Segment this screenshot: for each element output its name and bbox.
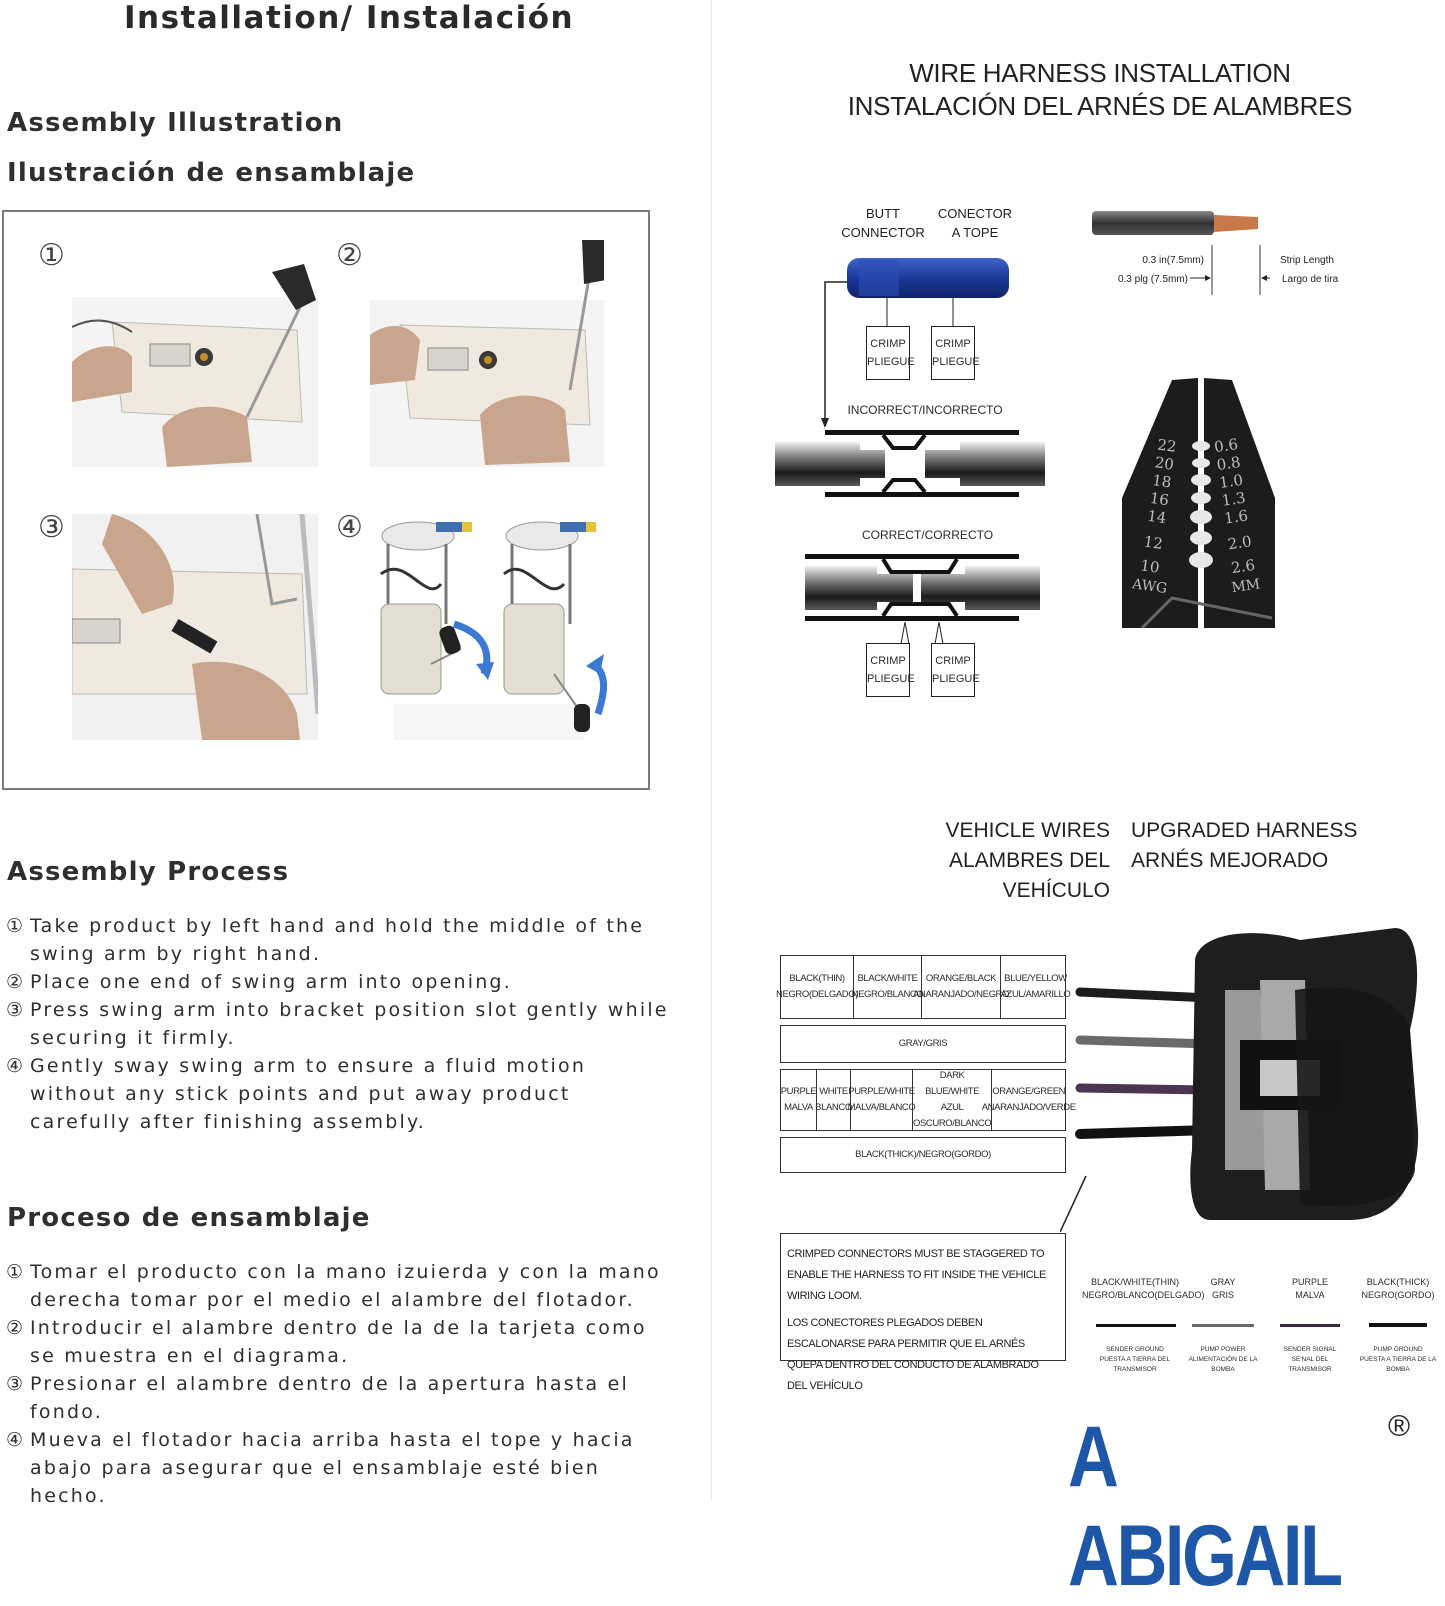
table-cell: DARK BLUE/WHITE AZUL OSCURO/BLANCO	[913, 1070, 992, 1129]
correct-label: CORRECT/CORRECTO	[861, 528, 994, 542]
step-3-photo	[72, 514, 318, 740]
list-item	[6, 1314, 670, 1370]
step-2-photo	[370, 240, 604, 467]
step-text: Presionar el alambre dentro de la apertura hasta el fondo.	[30, 1373, 629, 1423]
strip-length-es: Largo de tira	[1282, 274, 1339, 285]
step-number: ③	[6, 1373, 26, 1395]
step-1-marker: ①	[38, 238, 65, 273]
list-item	[6, 996, 670, 1052]
step-text: Tomar el producto con la mano izuierda y con la mano derecha tomar por el medio el alambre del flotador.	[30, 1261, 661, 1311]
table-cell: ORANGE/BLACK ANARANJADO/NEGRO	[922, 956, 1001, 1018]
step-4-marker: ④	[336, 510, 363, 545]
step-number: ①	[6, 1261, 26, 1283]
assembly-illustration	[2, 210, 650, 790]
step-number: ②	[6, 971, 26, 993]
crimp-label-box: CRIMP PLIEGUE	[931, 643, 975, 697]
crimp-label-box: CRIMP PLIEGUE	[931, 326, 975, 380]
step-1-photo	[72, 252, 318, 467]
incorrect-label: INCORRECT/INCORRECTO	[847, 403, 1003, 417]
page-divider	[711, 0, 712, 1500]
step-number: ④	[6, 1055, 26, 1077]
list-item	[6, 1426, 670, 1510]
crimp-label-box: CRIMP PLIEGUE	[866, 326, 910, 380]
process-steps-en	[6, 912, 670, 1136]
step-text: Mueva el flotador hacia arriba hasta el tope y hacia abajo para asegurar que el ensamblaje esté bien hecho.	[30, 1429, 635, 1507]
step-text: Gently sway swing arm to ensure a fluid motion without any stick points and put away product carefully after finishing assembly.	[30, 1055, 587, 1133]
step-text: Place one end of swing arm into opening.	[30, 971, 512, 993]
wire-table-row-1	[775, 955, 1071, 1019]
strip-measure-plg: 0.3 plg (7.5mm)	[1117, 274, 1188, 285]
note-text-en: CRIMPED CONNECTORS MUST BE STAGGERED TO ENABLE THE HARNESS TO FIT INSIDE THE VEHICLE WIRING LOOM.	[787, 1248, 1046, 1302]
legend-item: BLACK(THICK) NEGRO(GORDO) PUMP GROUND PUESTA A TIERRA DE LA BOMBA	[1359, 1277, 1437, 1373]
table-cell: PURPLE/WHITE MALVA/BLANCO	[851, 1070, 913, 1130]
butt-connector-diagram	[765, 250, 1055, 710]
table-cell: BLACK/WHITE NEGRO/BLANCO	[854, 956, 922, 1018]
butt-connector-label-es: CONECTOR A TOPE	[937, 206, 1013, 240]
vehicle-wires-heading: VEHICLE WIRES ALAMBRES DEL VEHÍCULO	[945, 819, 1110, 902]
legend-item: GRAY GRIS PUMP POWER ALIMENTACIÓN DE LA BOMBA	[1188, 1277, 1258, 1373]
step-4-photo	[376, 514, 616, 740]
registered-mark: ®	[1388, 1410, 1411, 1443]
step-number: ④	[6, 1429, 26, 1451]
wire-table-row-3	[780, 1069, 1076, 1131]
crimp-note	[780, 1233, 1066, 1392]
step-text: Introducir el alambre dentro de la de la tarjeta como se muestra en el diagrama.	[30, 1317, 647, 1367]
correct-crimp-drawing	[805, 554, 1040, 644]
list-item	[6, 1370, 670, 1426]
brand-logo: A ABIGAIL	[1068, 1409, 1341, 1604]
gauge-awg-scale: 22 20 18 16 14 12 10 AWG	[1131, 435, 1178, 598]
step-text: Take product by left hand and hold the middle of the swing arm by right hand.	[30, 915, 645, 965]
process-title-es: Proceso de ensamblaje	[7, 1203, 371, 1233]
list-item	[6, 1258, 670, 1314]
wire-stripper-photo	[1122, 378, 1275, 628]
wire-harness-title-en: WIRE HARNESS INSTALLATION	[909, 58, 1291, 88]
process-title-en: Assembly Process	[7, 857, 290, 887]
list-item	[6, 912, 670, 968]
table-cell: WHITE BLANCO	[817, 1070, 851, 1130]
strip-measure-in: 0.3 in(7.5mm)	[1142, 255, 1204, 266]
legend-item: BLACK/WHITE(THIN) NEGRO/BLANCO(DELGADO) SENDER GROUND PUESTA A TIERRA DEL TRANSMISOR	[1082, 1277, 1205, 1373]
page-title: Installation/ Instalación	[124, 0, 575, 36]
legend-item: PURPLE MALVA SENDER SIGNAL SE'NAL DEL TRANSMISOR	[1270, 1276, 1350, 1375]
list-item	[6, 968, 670, 996]
step-3-marker: ③	[38, 510, 65, 545]
note-text-es: LOS CONECTORES PLEGADOS DEBEN ESCALONARSE PARA PERMITIR QUE EL ARNÉS QUEPA DENTRO DEL CONDUCTO DE ALAMBRADO DEL VEHÍCULO	[787, 1317, 1039, 1392]
step-text: Press swing arm into bracket position slot gently while securing it firmly.	[30, 999, 669, 1049]
table-cell: BLACK(THICK)/NEGRO(GORDO)	[855, 1149, 991, 1160]
harness-connector-photo	[1060, 920, 1440, 1250]
step-2-marker: ②	[336, 238, 363, 273]
wire-table-row-4	[780, 1137, 1066, 1173]
step-number: ②	[6, 1317, 26, 1339]
table-cell: BLACK(THIN) NEGRO(DELGADO)	[781, 956, 854, 1018]
gauge-mm-scale: 0.6 0.8 1.0 1.3 1.6 2.0 2.6 MM	[1213, 435, 1262, 597]
step-number: ①	[6, 915, 26, 937]
table-cell: BLUE/YELLOW AZUL/AMARILLO	[1000, 973, 1071, 1000]
strip-length-en: Strip Length	[1280, 255, 1334, 266]
upgraded-harness-heading: UPGRADED HARNESS ARNÉS MEJORADO	[1131, 819, 1358, 872]
list-item	[6, 1052, 670, 1136]
wire-harness-title-es: INSTALACIÓN DEL ARNÉS DE ALAMBRES	[847, 91, 1353, 121]
wire-table-row-2	[780, 1025, 1066, 1063]
butt-connector-label-en: BUTT CONNECTOR	[841, 206, 925, 240]
illustration-title-en: Assembly Illustration	[7, 108, 344, 138]
incorrect-crimp-drawing	[775, 430, 1045, 497]
table-cell: ORANGE/GREEN ANARANJADO/VERDE	[981, 1086, 1076, 1113]
table-cell: PURPLE MALVA	[781, 1070, 817, 1130]
illustration-title-es: Ilustración de ensamblaje	[7, 158, 416, 188]
crimp-label-box: CRIMP PLIEGUE	[866, 643, 910, 697]
process-steps-es	[6, 1258, 670, 1510]
table-cell: GRAY/GRIS	[898, 1038, 948, 1049]
step-number: ③	[6, 999, 26, 1021]
